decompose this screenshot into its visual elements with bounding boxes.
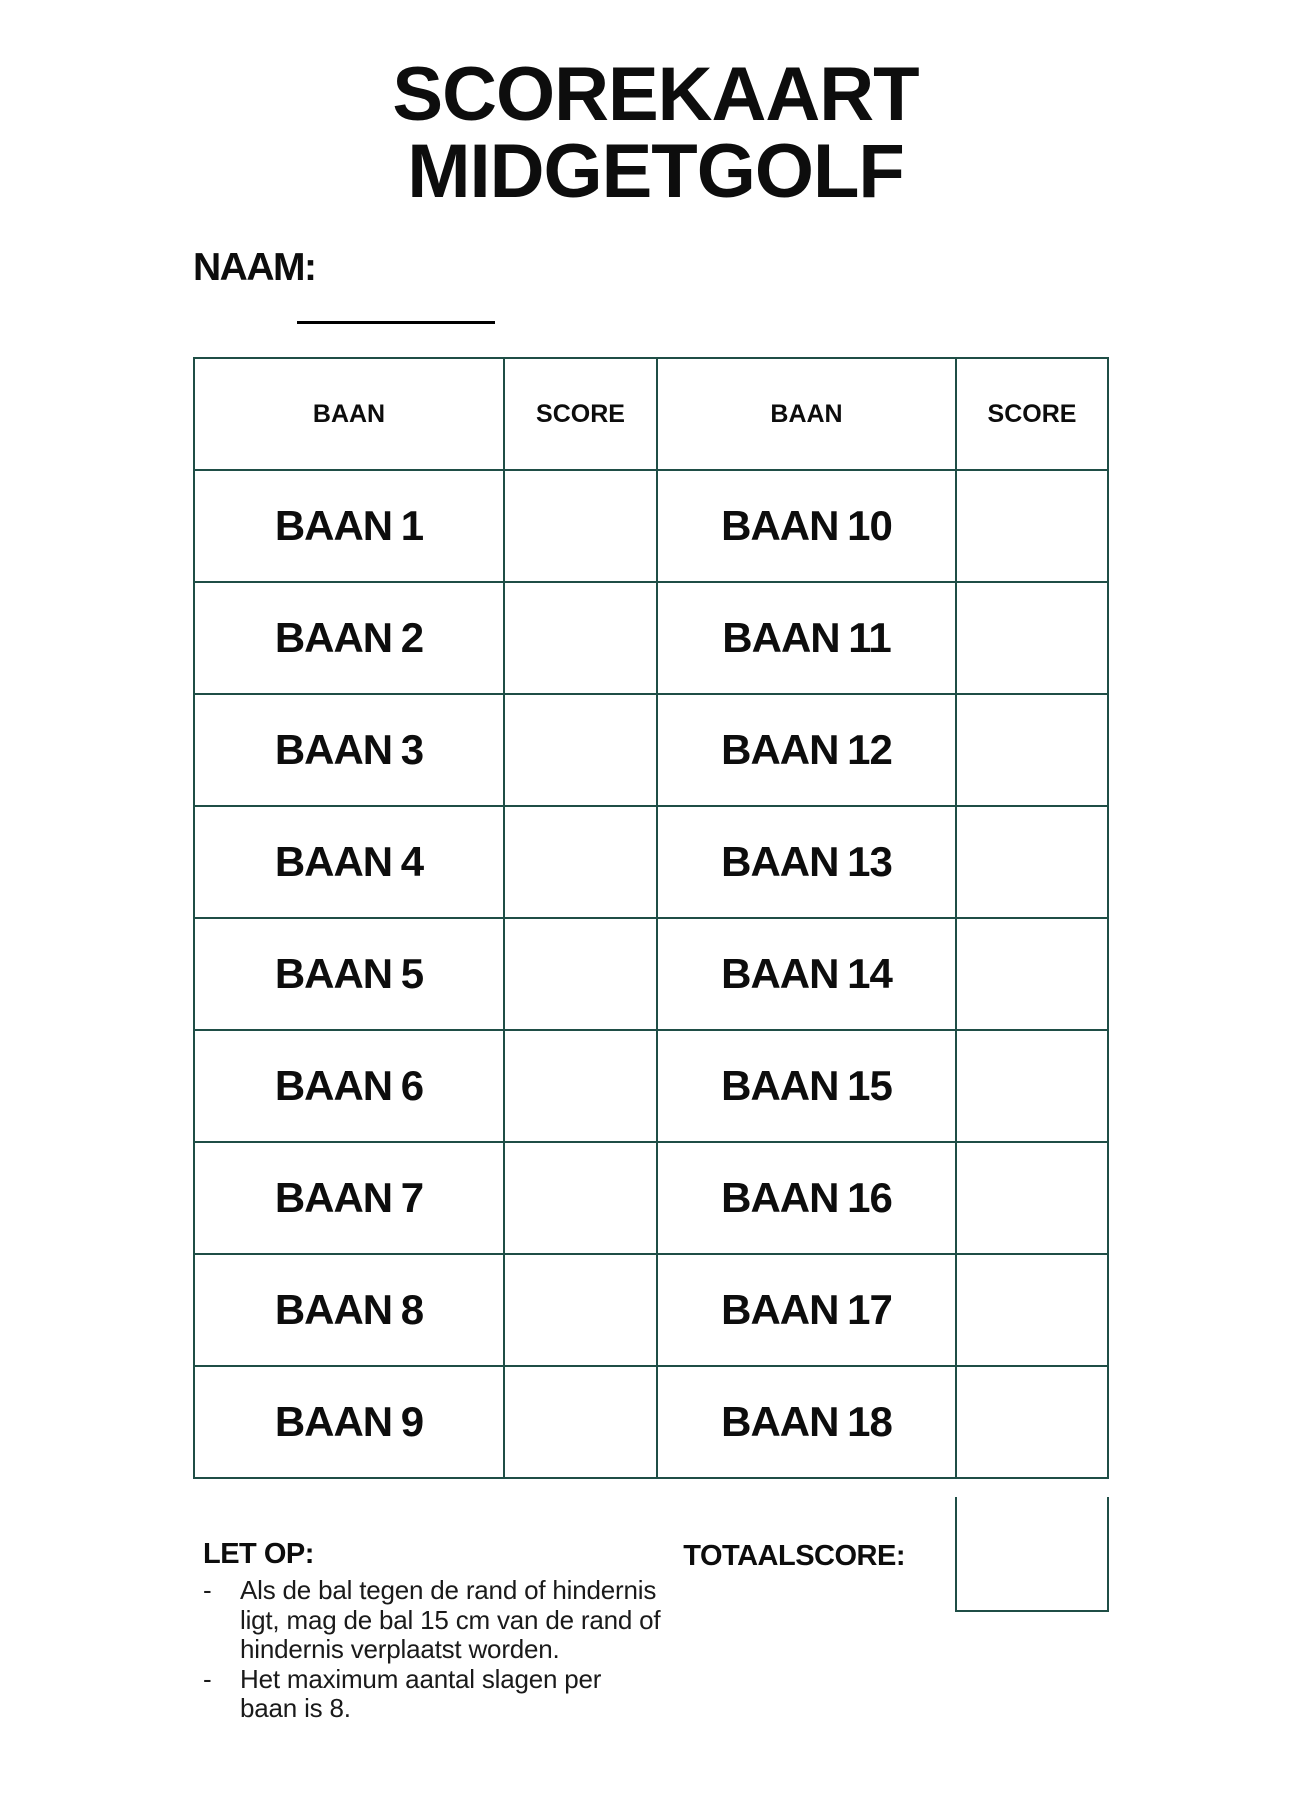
table-row — [194, 1030, 1108, 1142]
baan-label: BAAN 8 — [194, 1254, 504, 1366]
table-row — [194, 1366, 1108, 1478]
score-table — [193, 357, 1109, 1479]
table-row — [194, 694, 1108, 806]
notes-section — [203, 1538, 703, 1724]
table-row — [194, 918, 1108, 1030]
column-header-baan-right: BAAN — [657, 358, 956, 470]
baan-label: BAAN 1 — [194, 470, 504, 582]
baan-label: BAAN 18 — [657, 1366, 956, 1478]
note-line: hindernis verplaatst worden. — [240, 1634, 560, 1664]
score-cell[interactable] — [504, 1030, 657, 1142]
score-cell[interactable] — [504, 918, 657, 1030]
baan-label: BAAN 10 — [657, 470, 956, 582]
baan-label: BAAN 4 — [194, 806, 504, 918]
baan-label: BAAN 3 — [194, 694, 504, 806]
note-dash-bullet: - — [203, 1575, 212, 1605]
score-cell[interactable] — [504, 1254, 657, 1366]
score-cell[interactable] — [504, 470, 657, 582]
table-row — [194, 470, 1108, 582]
table-row — [194, 582, 1108, 694]
baan-label: BAAN 5 — [194, 918, 504, 1030]
table-header-row — [194, 358, 1108, 470]
score-cell[interactable] — [956, 470, 1108, 582]
baan-label: BAAN 13 — [657, 806, 956, 918]
note-item — [203, 1576, 703, 1665]
note-line: ligt, mag de bal 15 cm van de rand of — [240, 1604, 661, 1635]
column-header-baan-left: BAAN — [194, 358, 504, 470]
score-cell[interactable] — [504, 582, 657, 694]
score-cell[interactable] — [956, 1142, 1108, 1254]
score-cell[interactable] — [956, 1030, 1108, 1142]
notes-heading: LET OP: — [203, 1538, 314, 1570]
column-header-score-right: SCORE — [956, 358, 1108, 470]
note-line: Het maximum aantal slagen per — [240, 1663, 602, 1694]
score-cell[interactable] — [956, 694, 1108, 806]
page-title — [0, 52, 1311, 214]
name-input-line[interactable] — [297, 321, 495, 324]
page-title-line-2: MIDGETGOLF — [407, 129, 904, 214]
totaalscore-label: TOTAALSCORE: — [683, 1540, 905, 1572]
score-cell[interactable] — [504, 694, 657, 806]
note-text — [240, 1576, 660, 1665]
column-header-score-left: SCORE — [504, 358, 657, 470]
page-title-line-1: SCOREKAART — [392, 52, 919, 137]
score-cell[interactable] — [504, 806, 657, 918]
baan-label: BAAN 15 — [657, 1030, 956, 1142]
note-line: baan is 8. — [240, 1693, 351, 1723]
table-row — [194, 1142, 1108, 1254]
note-item — [203, 1665, 703, 1724]
score-cell[interactable] — [956, 806, 1108, 918]
name-label: NAAM: — [193, 246, 316, 289]
baan-label: BAAN 2 — [194, 582, 504, 694]
baan-label: BAAN 9 — [194, 1366, 504, 1478]
note-text — [240, 1665, 601, 1724]
table-row — [194, 806, 1108, 918]
score-cell[interactable] — [956, 1254, 1108, 1366]
baan-label: BAAN 17 — [657, 1254, 956, 1366]
baan-label: BAAN 12 — [657, 694, 956, 806]
note-line: Als de bal tegen de rand of hindernis — [240, 1575, 657, 1605]
score-cell[interactable] — [956, 582, 1108, 694]
score-cell[interactable] — [956, 1366, 1108, 1478]
baan-label: BAAN 16 — [657, 1142, 956, 1254]
baan-label: BAAN 14 — [657, 918, 956, 1030]
baan-label: BAAN 11 — [657, 582, 956, 694]
baan-label: BAAN 6 — [194, 1030, 504, 1142]
note-dash-bullet: - — [203, 1663, 212, 1694]
score-cell[interactable] — [504, 1142, 657, 1254]
table-row — [194, 1254, 1108, 1366]
baan-label: BAAN 7 — [194, 1142, 504, 1254]
score-cell[interactable] — [504, 1366, 657, 1478]
score-cell[interactable] — [956, 918, 1108, 1030]
totaalscore-input-box[interactable] — [955, 1497, 1109, 1612]
